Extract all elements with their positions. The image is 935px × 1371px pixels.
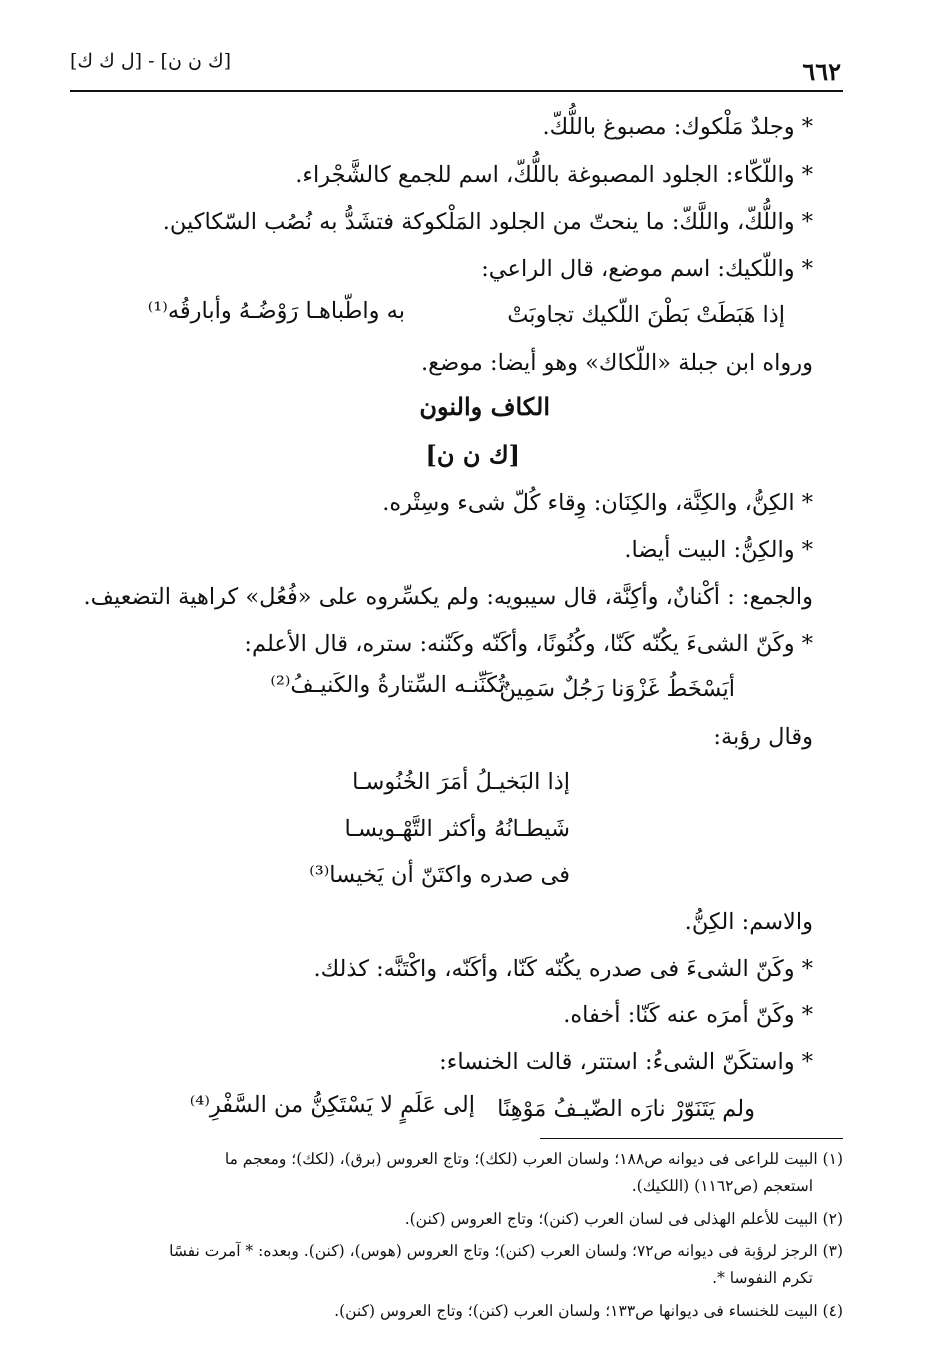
- footnote: (٤) البيت للخنساء فى ديوانها ص١٣٣؛ ولسان العرب (كنن)؛ وتاج العروس (كنن).: [334, 1302, 843, 1320]
- entry-line: * وكَنّ أمرَه عنه كَنّا: أخفاه.: [563, 1002, 813, 1028]
- running-header: [ل ك ك] - [ك ن ن]: [70, 50, 232, 72]
- footnote: (٣) الرجز لرؤبة فى ديوانه ص٧٢؛ ولسان العرب (كنن)؛ وتاج العروس (هوس)، (كنن). وبعده: * آمرت نفسًا: [169, 1242, 843, 1260]
- entry-line: * واللّكّاء: الجلود المصبوغة باللُّكّ، اسم للجمع كالشَّجْراء.: [295, 162, 813, 188]
- entry-line: والاسم: الكِنُّ.: [684, 909, 813, 935]
- verse-hemistich-second: تُكَنِّنـه السِّتارةُ والكَنيـفُ⁽²⁾: [270, 672, 505, 698]
- rajaz-line: إذا البَخيـلُ أمَرَ الخُنُوسـا: [352, 769, 570, 795]
- entry-line: * وكَنّ الشىءَ فى صدره يكُنّه كَنّا، وأكَنّه، واكْتَنَّه: كذلك.: [313, 956, 813, 982]
- verse-hemistich-first: إذا هَبَطَتْ بَطْنَ اللّكيك تجاوبَتْ: [507, 302, 785, 328]
- verse-hemistich-second: به واطّباهـا رَوْضُـهُ وأبارقُه⁽¹⁾: [147, 298, 405, 324]
- entry-line: * واللُّكّ، واللَّكّ: ما ينحتّ من الجلود المَلْكوكة فتشَدُّ به نُصُب السّكاكين.: [162, 209, 813, 235]
- footnote: (٢) البيت للأعلم الهذلى فى لسان العرب (كنن)؛ وتاج العروس (كنن).: [404, 1210, 843, 1228]
- verse-hemistich-second: إلى عَلَمٍ لا يَسْتَكِنُّ من السَّفْرِ⁽⁴⁾: [189, 1092, 475, 1118]
- verse-hemistich-first: ولم يَتَنَوّرْ نارَه الضّيـفُ مَوْهِنًا: [497, 1096, 755, 1122]
- verse-hemistich-first: أيَسْخَطُ غَزْوَنا رَجُلٌ سَمِينٌ: [499, 676, 735, 702]
- entry-line: * وجلدٌ مَلْكوك: مصبوغ باللُّكّ.: [542, 114, 813, 140]
- footnote-continuation: تكرم النفوسا *.: [712, 1269, 813, 1287]
- entry-line: * واللّكيك: اسم موضع، قال الراعي:: [481, 256, 813, 282]
- entry-line: * والكِنُّ: البيت أيضا.: [624, 537, 813, 563]
- rajaz-line: شَيطـانُهُ وأكثر التَّهْـويسـا: [344, 816, 570, 842]
- footnote-continuation: استعجم (ص١١٦٢) (اللكيك).: [631, 1177, 813, 1195]
- entry-line: ورواه ابن جبلة «اللّكاك» وهو أيضا: موضع.: [420, 350, 813, 376]
- header-rule: [70, 90, 843, 92]
- footnote-rule: [540, 1138, 843, 1139]
- page-number: ٦٦٢: [802, 57, 841, 86]
- entry-line: وقال رؤبة:: [713, 724, 813, 750]
- entry-line: * الكِنُّ، والكِنَّة، والكِنَان: وِقاء كُلّ شىء وسِتْره.: [382, 490, 813, 516]
- root-heading: [ك ن ن]: [425, 440, 520, 469]
- rajaz-line: فى صدره واكتَنّ أن يَخيسا⁽³⁾: [309, 862, 570, 888]
- entry-line: والجمع: : أكْنانٌ، وأكِنَّة، قال سيبويه: ولم يكسِّروه على «فُعُل» كراهية التضعيف.: [83, 584, 813, 610]
- entry-line: * وكَنّ الشىءَ يكُنّه كَنّا، وكُنُونًا، وأكَنّه وكَنّنه: ستره، قال الأعلم:: [244, 631, 813, 657]
- footnote: (١) البيت للراعى فى ديوانه ص١٨٨؛ ولسان العرب (لكك)؛ وتاج العروس (برق)، (لكك)؛ ومعجم ما: [224, 1150, 843, 1168]
- chapter-heading: الكاف والنون: [419, 392, 550, 421]
- entry-line: * واستكَنّ الشىءُ: استتر، قالت الخنساء:: [439, 1049, 813, 1075]
